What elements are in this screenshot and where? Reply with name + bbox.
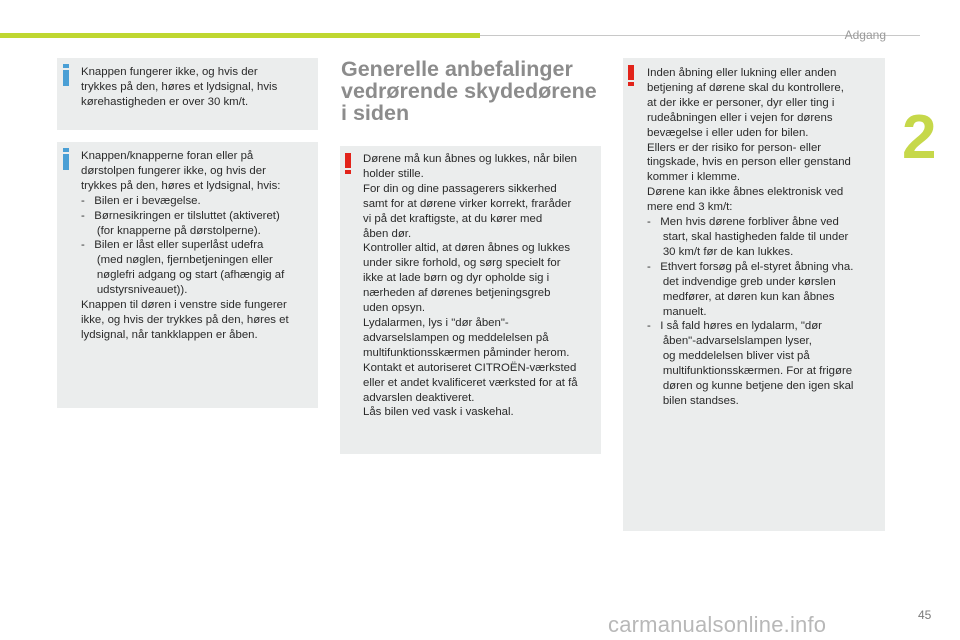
- section-heading: Generelle anbefalinger vedrørende skydedørene i siden: [341, 57, 597, 125]
- warning-icon: [628, 65, 634, 87]
- info-icon: [63, 148, 69, 170]
- info-icon: [63, 64, 69, 86]
- info-note-text: Knappen fungerer ikke, og hvis der trykkes på den, høres et lydsignal, hvis kørehastigheden er over 30 km/t.: [81, 66, 278, 108]
- page-number: 45: [918, 608, 932, 622]
- warning-icon: [345, 153, 351, 175]
- watermark: carmanualsonline.info: [608, 612, 827, 637]
- chapter-number: 2: [902, 103, 937, 172]
- top-accent-bar: [0, 33, 480, 38]
- warning-box: [340, 146, 601, 454]
- info-note-box: [57, 58, 318, 130]
- info-note-box: [57, 142, 318, 408]
- info-note-text: Knappen/knapperne foran eller på dørstolpen fungerer ikke, og hvis der trykkes på den, høres et lydsignal, hvis: - Bilen er i bevægelse. - Børnesikringen er tilsluttet (aktiveret) (for knapperne på dørstolperne). - Bilen er låst eller superlåst udefra (med nøglen, fjernbetjeningen eller nøglefri adgang og start (afhængig af udstyrsniveauet)). Knappen til døren i venstre side fungerer ikke, og hvis der trykkes på den, høres et lydsignal, når tankklappen er åben.: [81, 150, 289, 341]
- warning-box: [623, 58, 885, 531]
- section-title: Adgang: [844, 28, 886, 42]
- warning-text: Dørene må kun åbnes og lukkes, når bilen holder stille. For din og dine passagerers sikkerhed samt for at dørene virker korrekt, fraråder vi på det kraftigste, at du kører med åben dør. Kontroller altid, at døren åbnes og lukkes under sikre forhold, og sørg specielt for ikke at lade børn og dyr opholde sig i nærheden af dørenes betjeningsgreb uden opsyn. Lydalarmen, lys i "dør åben"- advarselslampen og meddelelsen på multifunktionsskærmen påminder herom. Kontakt et autoriseret CITROËN-værksted eller et andet kvalificeret værksted for at få advarslen deaktiveret. Lås bilen ved vask i vaskehal.: [363, 153, 578, 419]
- warning-text: Inden åbning eller lukning eller anden betjening af dørene skal du kontrollere, at der ikke er personer, dyr eller ting i rudeåbningen eller i vejen for dørens bevægelse i eller uden for bilen. Ellers er der risiko for person- eller tingskade, hvis en person eller genstand kommer i klemme. Dørene kan ikke åbnes elektronisk ved mere end 3 km/t: - Men hvis dørene forbliver åbne ved start, skal hastigheden falde til under 30 km/t før de kan lukkes. - Ethvert forsøg på el-styret åbning vha. det indvendige greb under kørslen medfører, at døren kun kan åbnes manuelt. - I så fald høres en lydalarm, "dør åben"-advarselslampen lyser, og meddelelsen bliver vist på multifunktionsskærmen. For at frigøre døren og kunne betjene den igen skal bilen standses.: [647, 67, 854, 407]
